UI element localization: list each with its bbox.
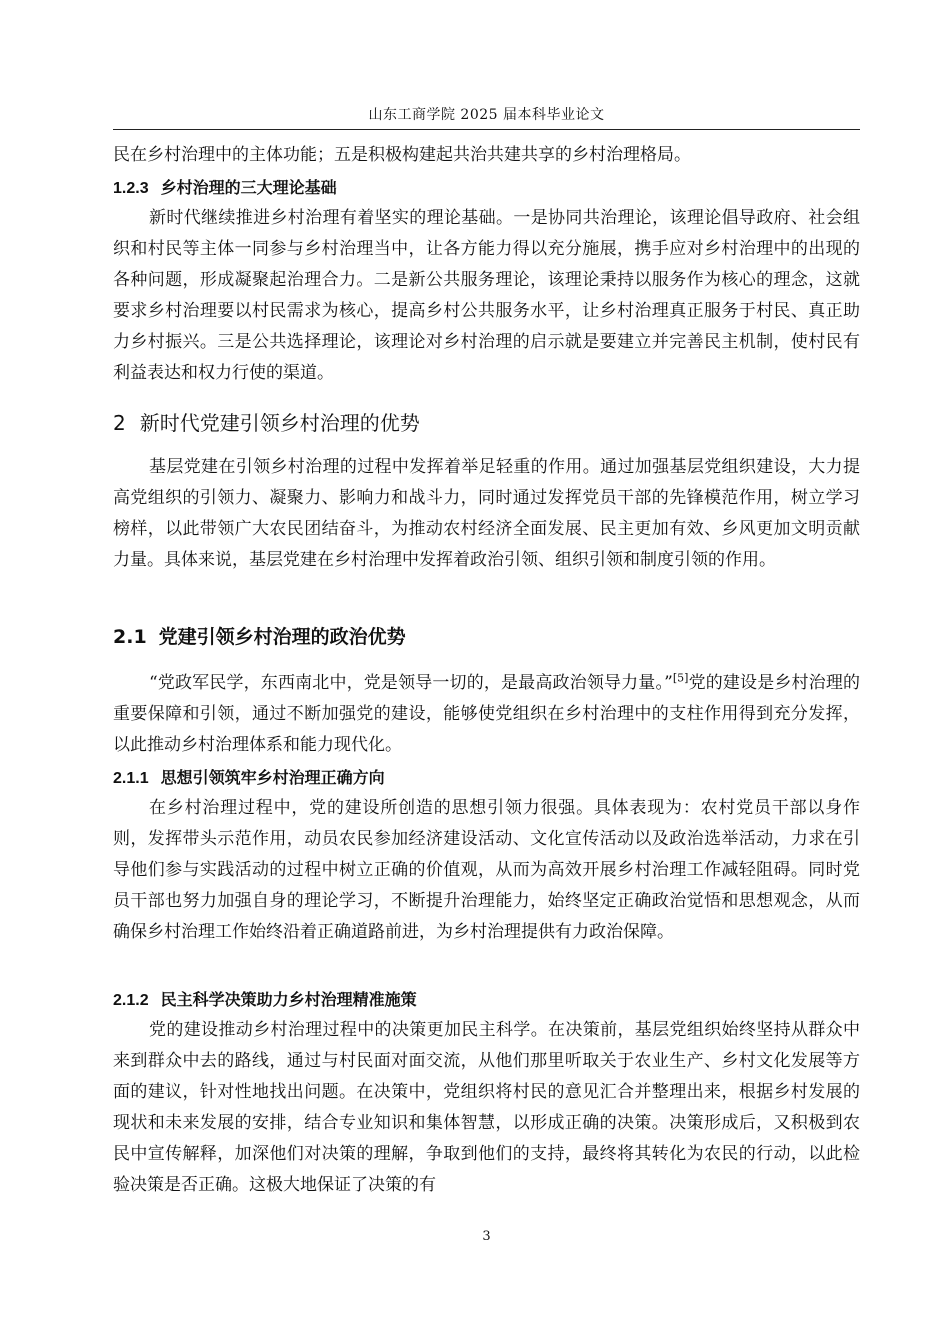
- chapter-heading-2: [113, 409, 860, 437]
- section-heading-2-1: [113, 623, 860, 651]
- paragraph-theory-basis: 新时代继续推进乡村治理有着坚实的理论基础。一是协同共治理论，该理论倡导政府、社会组织和村民等主体一同参与乡村治理当中，让各方能力得以充分施展，携手应对乡村治理中的出现的各种问题，形成凝聚起治理合力。二是新公共服务理论，该理论秉持以服务作为核心的理念，这就要求乡村治理要以村民需求为核心，提高乡村公共服务水平，让乡村治理真正服务于村民、真正助力乡村振兴。三是公共选择理论，该理论对乡村治理的启示就是要建立并完善民主机制，使村民有利益表达和权力行使的渠道。: [113, 208, 860, 383]
- citation-marker: [5]: [672, 671, 689, 685]
- paragraph-chapter-intro: 基层党建在引领乡村治理的过程中发挥着举足轻重的作用。通过加强基层党组织建设，大力提高党组织的引领力、凝聚力、影响力和战斗力，同时通过发挥党员干部的先锋模范作用，树立学习榜样，以此带领广大农民团结奋斗，为推动农村经济全面发展、民主更加有效、乡风更加文明贡献力量。具体来说，基层党建在乡村治理中发挥着政治引领、组织引领和制度引领的作用。: [113, 457, 860, 570]
- section-number: 1.2.3: [113, 180, 149, 197]
- chapter-title: 新时代党建引领乡村治理的优势: [139, 411, 420, 435]
- section-heading-1-2-3: [113, 178, 860, 200]
- paragraph-democratic-decision: 党的建设推动乡村治理过程中的决策更加民主科学。在决策前，基层党组织始终坚持从群众中来到群众中去的路线，通过与村民面对面交流，从他们那里听取关于农业生产、乡村文化发展等方面的建议，针对性地找出问题。在决策中，党组织将村民的意见汇合并整理出来，根据乡村发展的现状和未来发展的安排，结合专业知识和集体智慧，以形成正确的决策。决策形成后，又积极到农民中宣传解释，加深他们对决策的理解，争取到他们的支持，最终将其转化为农民的行动，以此检验决策是否正确。这极大地保证了决策的有: [113, 1020, 860, 1195]
- section-number: 2.1.1: [113, 770, 149, 787]
- paragraph-ideological-leadership: 在乡村治理过程中，党的建设所创造的思想引领力很强。具体表现为：农村党员干部以身作则，发挥带头示范作用，动员农民参加经济建设活动、文化宣传活动以及政治选举活动，力求在引导他们参与实践活动的过程中树立正确的价值观，从而为高效开展乡村治理工作减轻阻碍。同时党员干部也努力加强自身的理论学习，不断提升治理能力，始终坚定正确政治觉悟和思想观念，从而确保乡村治理工作始终沿着正确道路前进，为乡村治理提供有力政治保障。: [113, 798, 860, 942]
- section-title: 党建引领乡村治理的政治优势: [158, 626, 406, 648]
- section-heading-2-1-2: [113, 990, 860, 1012]
- paragraph-continued: 民在乡村治理中的主体功能；五是积极构建起共治共建共享的乡村治理格局。: [113, 145, 691, 165]
- section-number: 2.1: [113, 626, 147, 648]
- paragraph-text: 党的建设是乡村治理的重要保障和引领，通过不断加强党的建设，能够使党组织在乡村治理中的支柱作用得到充分发挥，以此推动乡村治理体系和能力现代化。: [113, 673, 860, 755]
- paragraph-political-advantage: [113, 668, 860, 761]
- section-title: 乡村治理的三大理论基础: [160, 180, 337, 197]
- section-heading-2-1-1: [113, 768, 860, 790]
- section-title: 思想引领筑牢乡村治理正确方向: [160, 770, 385, 787]
- page-number: 3: [482, 1229, 491, 1244]
- quote-text: “党政军民学，东西南北中，党是领导一切的，是最高政治领导力量。”: [149, 673, 673, 693]
- header-rule: [113, 129, 860, 130]
- section-number: 2.1.2: [113, 992, 149, 1009]
- chapter-number: 2: [113, 411, 126, 435]
- running-header: 山东工商学院 2025 届本科毕业论文: [368, 107, 605, 123]
- section-title: 民主科学决策助力乡村治理精准施策: [160, 992, 417, 1009]
